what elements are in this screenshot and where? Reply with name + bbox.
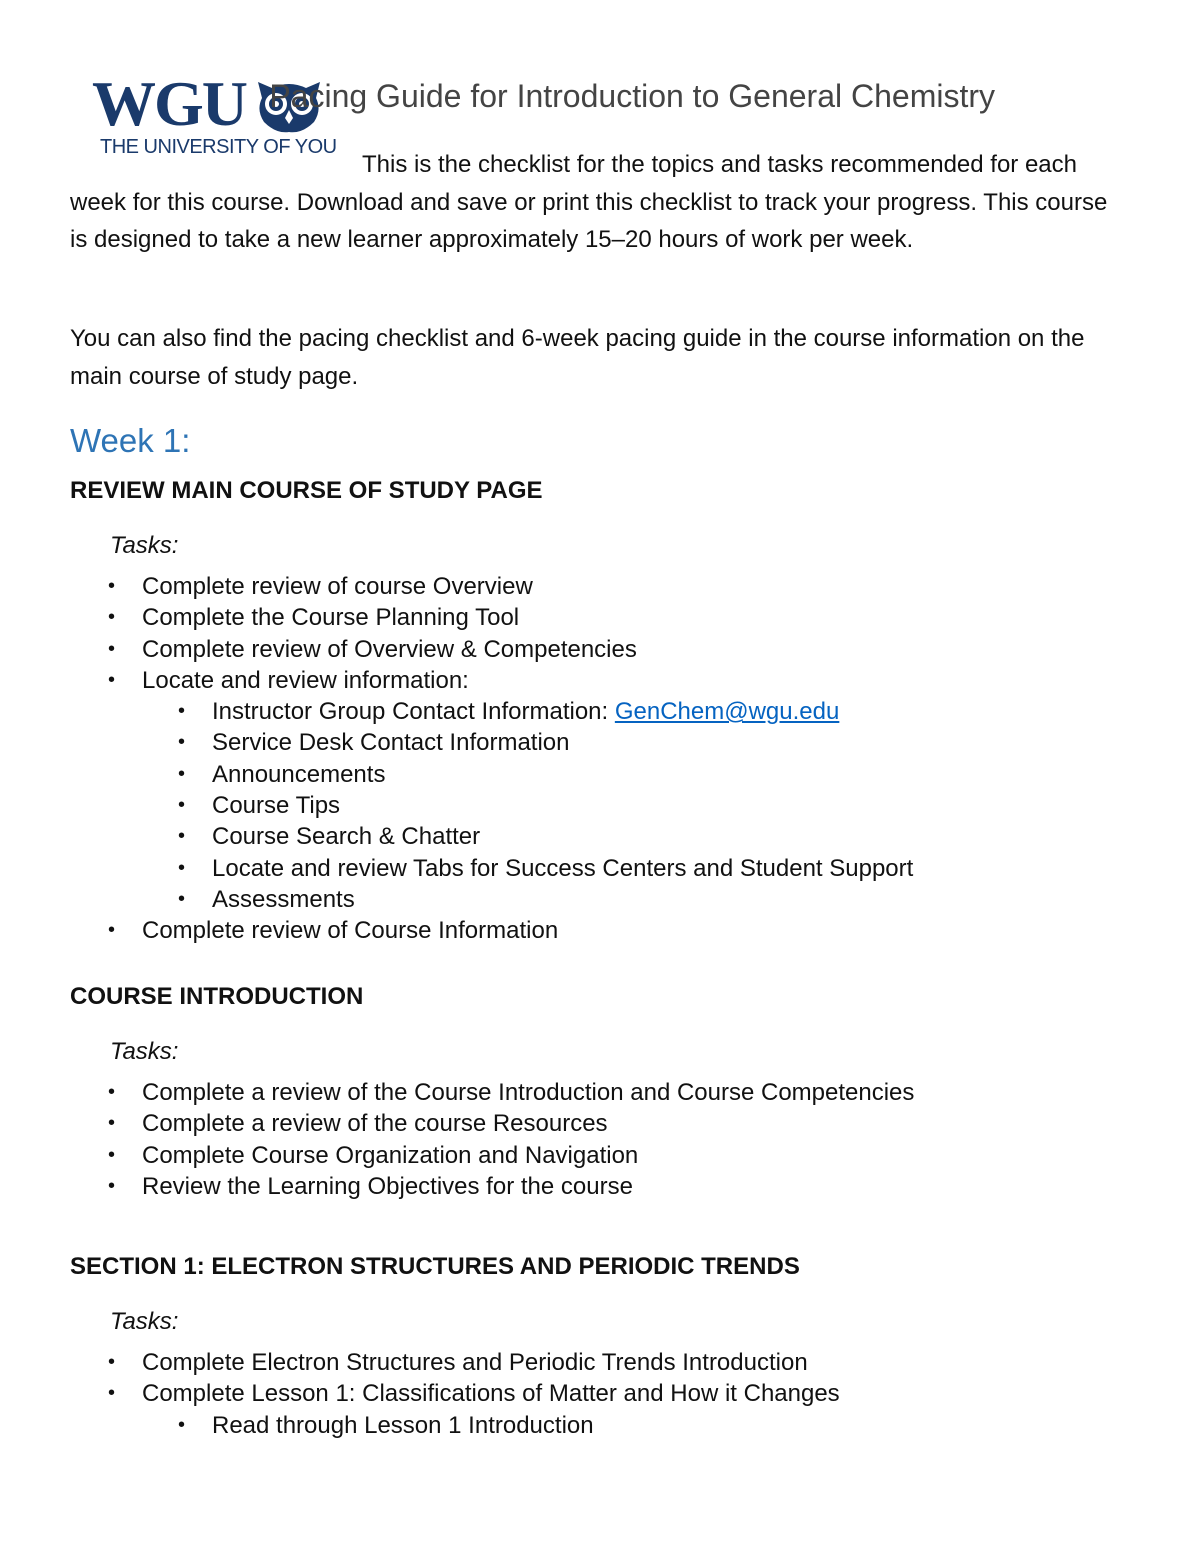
list-item: • Locate and review Tabs for Success Centers and Student Support: [70, 853, 1150, 884]
bullet-icon: •: [178, 794, 186, 817]
bullet-icon: •: [178, 762, 186, 785]
list-item: • Course Search & Chatter: [70, 821, 1150, 852]
list-item: • Complete Electron Structures and Periodic Trends Introduction: [70, 1347, 1150, 1378]
bullet-icon: •: [178, 731, 186, 754]
section-heading: SECTION 1: ELECTRON STRUCTURES AND PERIODIC TRENDS: [70, 1253, 800, 1280]
bullet-icon: •: [108, 1143, 116, 1166]
list-item: • Locate and review information:: [70, 665, 1150, 696]
intro-paragraph: This is the checklist for the topics and tasks recommended for each week for this course. Download and save or print this checklist to track your progress. This course is designed to take a new learner approximately 15–20 hours of work per week.: [70, 151, 1108, 253]
bullet-icon: •: [178, 856, 186, 879]
list-item: • Course Tips: [70, 790, 1150, 821]
bullet-icon: •: [108, 575, 116, 597]
list-item: • Assessments: [70, 884, 1150, 915]
list-item: • Complete the Course Planning Tool: [70, 602, 1150, 633]
list-item: • Instructor Group Contact Information: GenChem@wgu.edu: [70, 696, 1150, 727]
list-item: • Complete review of course Overview: [70, 571, 1150, 602]
tasks-label: Tasks:: [110, 1038, 179, 1065]
list-item: • Complete a review of the Course Introduction and Course Competencies: [70, 1077, 1150, 1108]
task-list: [70, 1077, 1150, 1202]
bullet-icon: •: [108, 1351, 116, 1373]
section-heading: REVIEW MAIN COURSE OF STUDY PAGE: [70, 477, 543, 504]
list-item: • Complete review of Course Information: [70, 915, 1150, 946]
bullet-icon: •: [178, 887, 186, 910]
bullet-icon: •: [108, 1174, 116, 1197]
logo-tagline: THE UNIVERSITY OF YOU: [100, 136, 337, 158]
list-item: • Review the Learning Objectives for the course: [70, 1171, 1150, 1202]
list-item: • Complete Lesson 1: Classifications of Matter and How it Changes: [70, 1378, 1150, 1409]
tasks-label: Tasks:: [110, 1308, 179, 1335]
bullet-icon: •: [178, 825, 186, 848]
list-item: • Service Desk Contact Information: [70, 727, 1150, 758]
list-item: • Read through Lesson 1 Introduction: [70, 1410, 1150, 1441]
section-course-introduction: [70, 982, 1150, 1202]
bullet-icon: •: [108, 1382, 116, 1405]
bullet-icon: •: [108, 668, 116, 691]
task-list: [70, 1347, 1150, 1441]
section-heading: COURSE INTRODUCTION: [70, 983, 364, 1010]
task-list: [70, 571, 1150, 947]
page-title: Pacing Guide for Introduction to General Chemistry: [269, 78, 995, 114]
bullet-icon: •: [178, 700, 186, 723]
logo-wordmark: WGU: [92, 68, 246, 139]
list-item: • Complete review of Overview & Competencies: [70, 634, 1150, 665]
list-item: • Complete a review of the course Resources: [70, 1108, 1150, 1139]
section-electron-structures: [70, 1252, 1150, 1441]
bullet-icon: •: [108, 637, 116, 660]
note-paragraph: You can also find the pacing checklist and 6-week pacing guide in the course information on the main course of study page.: [70, 325, 1085, 390]
section-review-main: [70, 476, 1150, 947]
week-heading: Week 1:: [70, 422, 191, 459]
bullet-icon: •: [108, 919, 116, 942]
bullet-icon: •: [178, 1413, 186, 1436]
list-item: • Announcements: [70, 759, 1150, 790]
bullet-icon: •: [108, 1112, 116, 1135]
title-container: [0, 78, 995, 118]
bullet-icon: •: [108, 606, 116, 629]
email-link[interactable]: GenChem@wgu.edu: [614, 698, 840, 726]
bullet-icon: •: [108, 1081, 116, 1103]
list-item: • Complete Course Organization and Navigation: [70, 1140, 1150, 1171]
tasks-label: Tasks:: [110, 532, 179, 559]
